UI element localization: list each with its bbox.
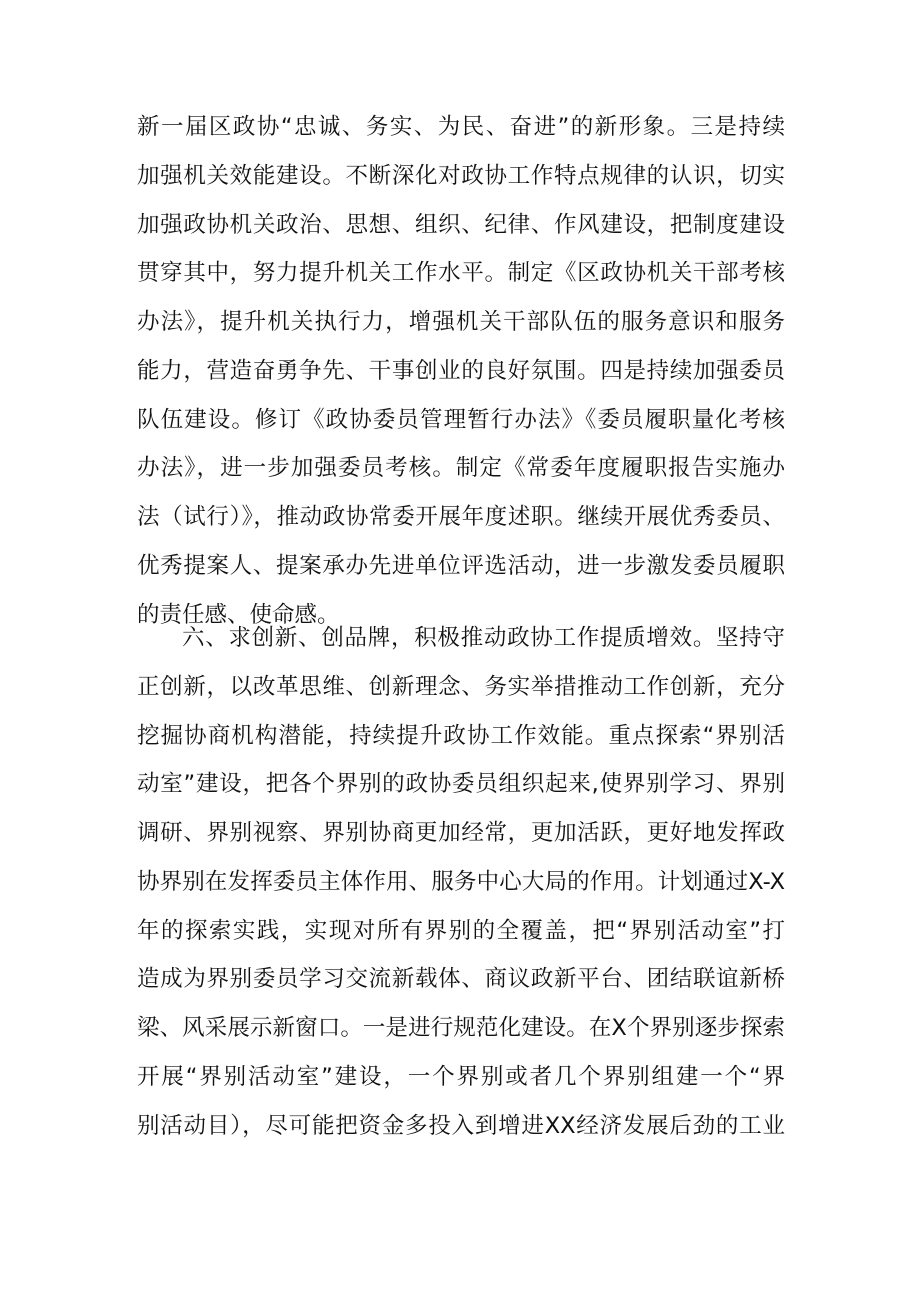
paragraph-1-line: 加强机关效能建设。不断深化对政协工作特点规律的认识，切实 xyxy=(137,162,785,189)
paragraph-1-line: 的责任感、使命感。 xyxy=(137,601,340,628)
paragraph-1-line: 法（试行）》，推动政协常委开展年度述职。继续开展优秀委员、 xyxy=(137,504,785,530)
paragraph-1-line: 加强政协机关政治、思想、组织、纪律、作风建设，把制度建设 xyxy=(137,211,785,238)
paragraph-1-line: 优秀提案人、提案承办先进单位评选活动，进一步激发委员履职 xyxy=(137,552,785,579)
paragraph-2-line: 协界别在发挥委员主体作用、服务中心大局的作用。计划通过X-X xyxy=(137,868,785,895)
paragraph-1-line: 办法》，进一步加强委员考核。制定《常委年度履职报告实施办 xyxy=(137,455,785,482)
paragraph-2 xyxy=(137,614,785,1150)
paragraph-2-line: 动室”建设，把各个界别的政协委员组织起来,使界别学习、界别 xyxy=(137,771,785,798)
paragraph-2-line: 造成为界别委员学习交流新载体、商议政新平台、团结联谊新桥 xyxy=(137,966,785,993)
paragraph-2-line: 年的探索实践，实现对所有界别的全覆盖，把“界别活动室”打 xyxy=(137,917,785,944)
paragraph-2-line: 别活动目），尽可能把资金多投入到增进XX经济发展后劲的工业 xyxy=(137,1112,785,1139)
paragraph-1-line: 队伍建设。修订《政协委员管理暂行办法》《委员履职量化考核 xyxy=(137,406,785,433)
paragraph-1-line: 能力，营造奋勇争先、干事创业的良好氛围。四是持续加强委员 xyxy=(137,357,785,384)
paragraph-1-line: 贯穿其中，努力提升机关工作水平。制定《区政协机关干部考核 xyxy=(137,260,785,287)
paragraph-2-line: 正创新，以改革思维、创新理念、务实举措推动工作创新，充分 xyxy=(137,673,785,700)
paragraph-2-line: 挖掘协商机构潜能，持续提升政协工作效能。重点探索“界别活 xyxy=(137,722,785,749)
paragraph-2-line: 调研、界别视察、界别协商更加经常，更加活跃，更好地发挥政 xyxy=(137,820,785,846)
paragraph-2-line: 开展“界别活动室”建设，一个界别或者几个界别组建一个“界 xyxy=(137,1063,785,1090)
paragraph-2-line: 六、求创新、创品牌，积极推动政协工作提质增效。坚持守 xyxy=(182,625,785,651)
paragraph-2-line: 梁、风采展示新窗口。一是进行规范化建设。在X个界别逐步探索 xyxy=(137,1015,785,1041)
paragraph-1-line: 新一届区政协“忠诚、务实、为民、奋进”的新形象。三是持续 xyxy=(137,114,785,140)
paragraph-1-line: 办法》，提升机关执行力，增强机关干部队伍的服务意识和服务 xyxy=(137,309,785,335)
paragraph-1 xyxy=(137,103,785,639)
